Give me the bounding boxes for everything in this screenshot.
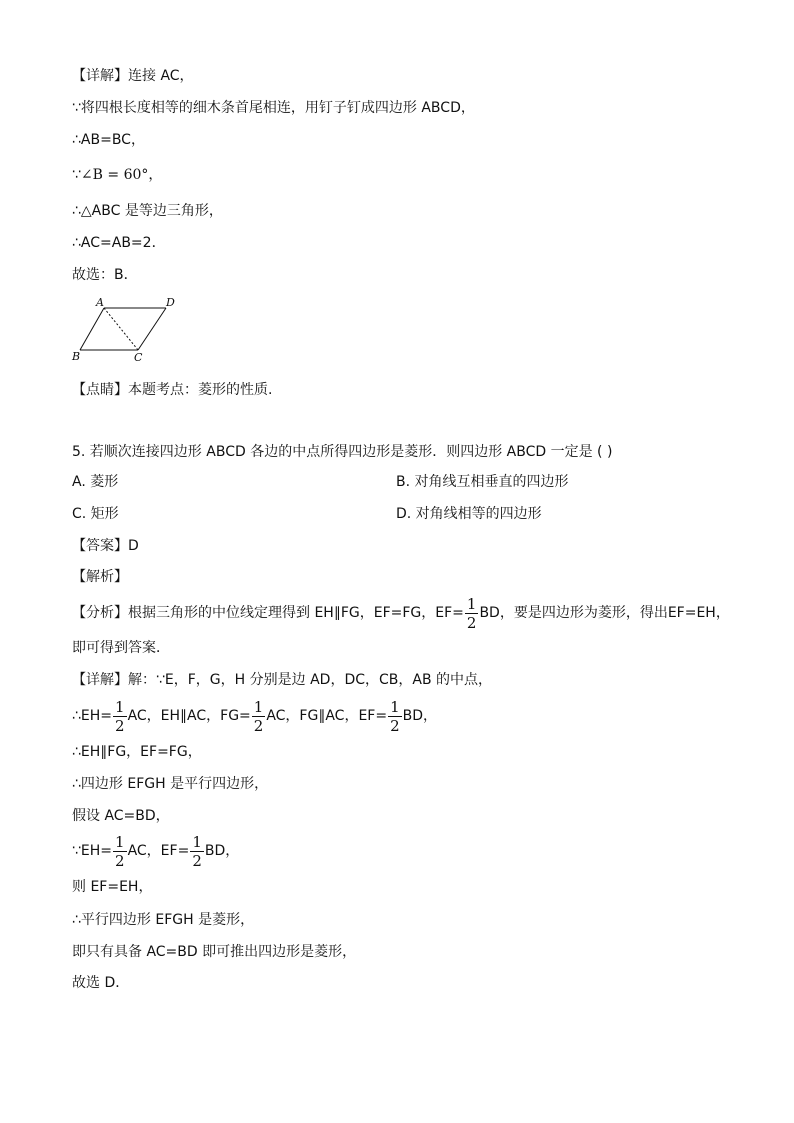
analysis-line-1	[72, 594, 730, 632]
because-symbol: ∵	[72, 167, 81, 183]
vertex-label-c: C	[134, 351, 143, 364]
comment-line: 【点睛】本题考点：菱形的性质.	[72, 382, 273, 398]
solution-detail-line-4	[72, 165, 162, 185]
fraction-numerator: 1	[115, 832, 125, 851]
fraction-numerator: 1	[115, 697, 125, 716]
detail-line-4: ∴四边形 EFGH 是平行四边形，	[72, 776, 269, 792]
detail-line-9: 即只有具备 AC=BD 即可推出四边形是菱形，	[72, 944, 357, 960]
fraction-denominator: 2	[466, 613, 477, 632]
rhombus-figure	[66, 294, 186, 366]
analysis-heading: 【解析】	[72, 569, 128, 585]
detail-line-6	[72, 832, 239, 870]
solution-detail-line-2: ∵将四根长度相等的细木条首尾相连，用钉子钉成四边形 ABCD，	[72, 100, 475, 116]
solution-detail-line-3: ∴AB=BC，	[72, 132, 145, 148]
fraction-denominator: 2	[115, 716, 125, 735]
fraction-denominator: 2	[390, 716, 400, 735]
option-b: B. 对角线互相垂直的四边形	[396, 474, 569, 490]
question-5-stem: 5. 若顺次连接四边形 ABCD 各边的中点所得四边形是菱形．则四边形 ABCD 一定是 ( )	[72, 444, 613, 460]
detail-line-2	[72, 697, 437, 735]
detail-6-part-2: AC，EF=	[127, 843, 190, 859]
solution-detail-line-5: ∴△ABC 是等边三角形，	[72, 203, 223, 219]
detail-line-5: 假设 AC=BD，	[72, 808, 170, 824]
detail-6-part-1: ∵EH=	[72, 843, 113, 859]
vertex-label-d: D	[166, 296, 175, 309]
fraction-one-half	[113, 698, 127, 735]
analysis-line-2: 即可得到答案．	[72, 640, 170, 656]
detail-2-part-3: AC，FG∥AC，EF=	[266, 708, 388, 724]
vertex-label-b: B	[72, 350, 81, 363]
option-d: D. 对角线相等的四边形	[396, 506, 542, 522]
solution-detail-line-1: 【详解】连接 AC，	[72, 68, 194, 84]
detail-2-part-4: BD，	[402, 708, 438, 724]
fraction-one-half	[113, 833, 127, 870]
fraction-denominator: 2	[115, 851, 125, 870]
fraction-numerator: 1	[466, 594, 477, 613]
vertex-label-a: A	[96, 296, 104, 309]
solution-detail-line-6: ∴AC=AB=2．	[72, 235, 166, 251]
detail-line-3: ∴EH∥FG，EF=FG，	[72, 744, 202, 760]
angle-b-equation: ∠B = 60°，	[80, 167, 163, 183]
detail-line-1: 【详解】解：∵E，F，G，H 分别是边 AD，DC，CB，AB 的中点，	[72, 672, 493, 688]
fraction-one-half	[388, 698, 402, 735]
detail-line-8: ∴平行四边形 EFGH 是菱形，	[72, 912, 255, 928]
fraction-one-half	[465, 595, 479, 632]
fraction-one-half	[190, 833, 204, 870]
analysis-text-part-1: 【分析】根据三角形的中位线定理得到 EH∥FG，EF=FG，EF=	[72, 605, 464, 621]
fraction-numerator: 1	[390, 697, 400, 716]
detail-line-7: 则 EF=EH，	[72, 879, 153, 895]
detail-2-part-2: AC，EH∥AC，FG=	[127, 708, 251, 724]
fraction-numerator: 1	[253, 697, 264, 716]
detail-2-part-1: ∴EH=	[72, 708, 113, 724]
fraction-one-half	[252, 698, 266, 735]
detail-6-part-3: BD，	[204, 843, 240, 859]
analysis-text-part-2: BD，要是四边形为菱形，得出EF=EH，	[479, 605, 730, 621]
detail-line-10: 故选 D．	[72, 975, 130, 991]
fraction-denominator: 2	[253, 716, 264, 735]
solution-detail-line-7: 故选：B．	[72, 267, 138, 283]
fraction-denominator: 2	[192, 851, 202, 870]
side-dc	[138, 308, 166, 350]
fraction-numerator: 1	[192, 832, 202, 851]
answer-line: 【答案】D	[72, 538, 139, 554]
side-ba	[80, 308, 104, 350]
diagonal-ac	[104, 308, 138, 350]
option-c: C. 矩形	[72, 506, 119, 522]
option-a: A. 菱形	[72, 474, 119, 490]
